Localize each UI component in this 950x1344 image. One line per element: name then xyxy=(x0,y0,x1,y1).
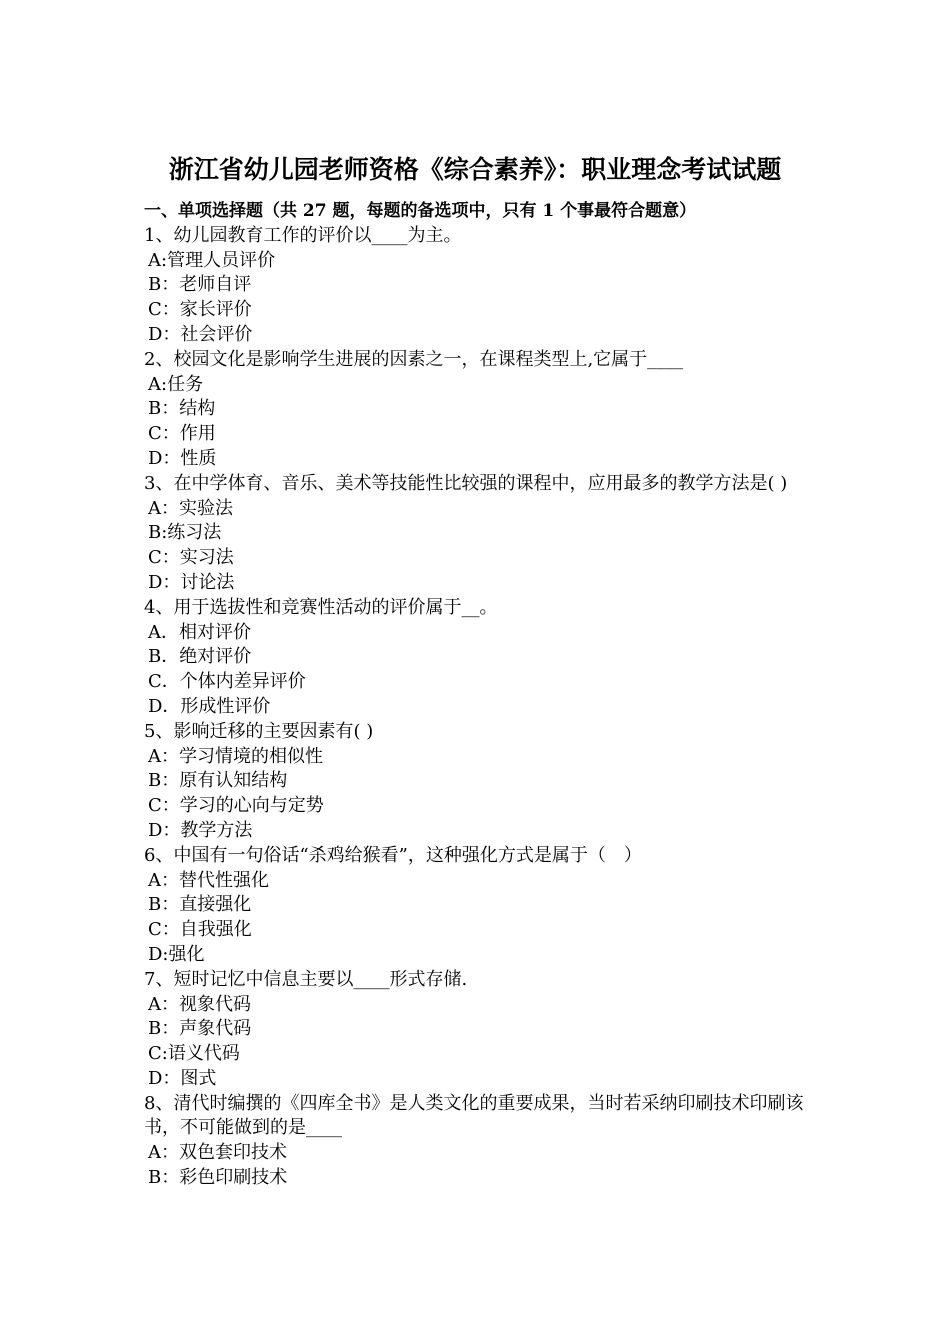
option-a: A:任务 xyxy=(148,373,204,395)
option-c: C．个体内差异评价 xyxy=(148,671,306,693)
option-a: A：替代性强化 xyxy=(148,869,269,891)
option-b: B：彩色印刷技术 xyxy=(148,1167,288,1189)
option-b: B:练习法 xyxy=(148,522,222,544)
question-text: 2、校园文化是影响学生进展的因素之一，在课程类型上,它属于____ xyxy=(144,348,684,370)
option-b: B：直接强化 xyxy=(148,894,252,916)
option-d: D：图式 xyxy=(148,1067,217,1089)
option-d: D：教学方法 xyxy=(148,819,253,841)
option-a: A：实验法 xyxy=(148,497,233,519)
option-a: A：学习情境的相似性 xyxy=(148,745,323,767)
option-c: C:语义代码 xyxy=(148,1043,240,1065)
option-c: C：学习的心向与定势 xyxy=(148,795,324,817)
option-b: B：声象代码 xyxy=(148,1018,252,1040)
question-text: 4、用于选拔性和竞赛性活动的评价属于__。 xyxy=(144,596,498,618)
question-1 xyxy=(144,224,814,348)
question-2 xyxy=(144,348,814,472)
option-d: D：社会评价 xyxy=(148,323,253,345)
option-a: A．相对评价 xyxy=(148,621,251,643)
question-text: 6、中国有一句俗话“杀鸡给猴看”，这种强化方式是属于（ ） xyxy=(144,844,642,866)
question-5 xyxy=(144,720,814,844)
section-heading: 一、单项选择题（共 27 题，每题的备选项中，只有 1 个事最符合题意） xyxy=(144,201,697,221)
option-a: A：双色套印技术 xyxy=(148,1142,287,1164)
option-d: D．形成性评价 xyxy=(148,695,271,717)
option-c: C：自我强化 xyxy=(148,919,252,941)
option-a: A：视象代码 xyxy=(148,993,251,1015)
question-7 xyxy=(144,968,814,1092)
question-6 xyxy=(144,844,814,968)
question-text: 7、短时记忆中信息主要以____形式存储. xyxy=(144,968,468,990)
option-d: D:强化 xyxy=(148,943,205,965)
option-c: C：作用 xyxy=(148,423,216,445)
question-3 xyxy=(144,472,814,596)
option-b: B：老师自评 xyxy=(148,274,252,296)
question-8 xyxy=(144,1092,814,1191)
option-b: B．绝对评价 xyxy=(148,646,252,668)
document-title: 浙江省幼儿园老师资格《综合素养》：职业理念考试试题 xyxy=(168,155,782,184)
option-c: C：家长评价 xyxy=(148,299,252,321)
question-text: 5、影响迁移的主要因素有( ) xyxy=(144,720,374,742)
option-d: D：讨论法 xyxy=(148,571,235,593)
option-d: D：性质 xyxy=(148,447,217,469)
document-body xyxy=(144,199,814,1191)
question-text: 8、清代时编撰的《四库全书》是人类文化的重要成果，当时若采纳印刷技术印刷该书，不可能做到的是____ xyxy=(144,1092,804,1139)
question-text: 1、幼儿园教育工作的评价以____为主。 xyxy=(144,224,462,246)
question-text: 3、在中学体育、音乐、美术等技能性比较强的课程中，应用最多的教学方法是( ) xyxy=(144,472,788,494)
option-b: B：结构 xyxy=(148,398,216,420)
option-a: A:管理人员评价 xyxy=(148,249,276,271)
option-c: C：实习法 xyxy=(148,547,234,569)
question-4 xyxy=(144,596,814,720)
option-b: B：原有认知结构 xyxy=(148,770,288,792)
